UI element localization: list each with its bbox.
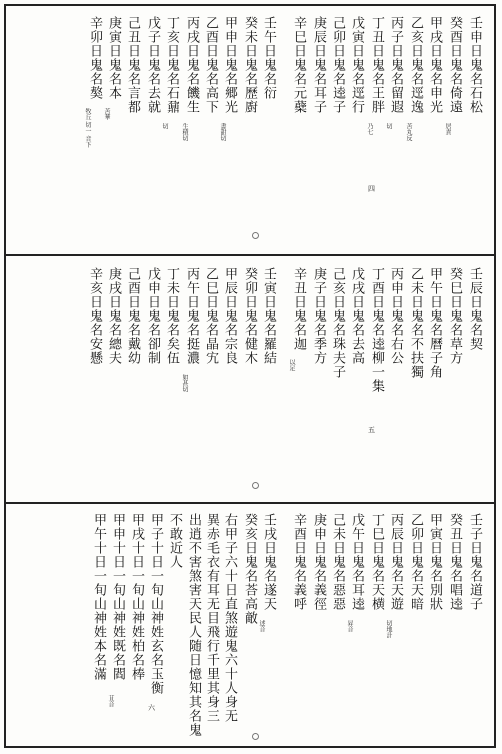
annotation-note: 切 [161, 123, 168, 129]
annotation-note: 切 [385, 123, 392, 129]
text-column: 壬午日鬼名衍 [261, 16, 276, 100]
annotation-note: 居責 [444, 123, 451, 135]
text-column: 丙辰日鬼名天遊 [388, 513, 403, 611]
text-column: 庚子日鬼名季方 [311, 267, 326, 365]
text-panel-3 [6, 505, 494, 748]
panel-divider-2 [4, 502, 496, 504]
page-number: 四 [368, 185, 375, 193]
text-column: 壬辰日鬼名契 [467, 267, 482, 351]
text-column: 己亥日鬼名珠夫子 [330, 267, 345, 379]
annotation-note: 乃七 [366, 123, 373, 135]
annotation-note: 苦華 [103, 108, 110, 120]
text-column: 戊子日鬼名去就 [145, 16, 160, 114]
text-column: 辛酉日鬼名義呼 [291, 513, 306, 611]
text-column: 甲辰日鬼名宗良 [222, 267, 237, 365]
text-column: 丙戌日鬼名饑生 [184, 16, 199, 114]
text-column: 乙亥日鬼名逕逸 [408, 16, 423, 114]
annotation-note: 書甜切 [219, 123, 226, 141]
text-column: 庚寅日鬼名本 [106, 16, 121, 100]
text-column: 癸未日鬼名歷廚 [242, 16, 257, 114]
text-column: 癸卯日鬼名健木 [242, 267, 257, 365]
text-column: 丁亥日鬼名石鼐 [164, 16, 179, 114]
text-column: 癸酉日鬼名倚遠 [447, 16, 462, 114]
text-column: 甲子十日一旬山神姓玄名玉衡 [148, 513, 163, 695]
text-column: 癸丑日鬼名唱逵 [447, 513, 462, 611]
annotation-note: 述音 [258, 620, 265, 632]
text-column: 癸巳日鬼名草方 [447, 267, 462, 365]
text-column: 己卯日鬼名逵子 [330, 16, 345, 114]
text-column: 辛巳日鬼名元蘗 [291, 16, 306, 114]
text-column: 壬子日鬼名道子 [467, 513, 482, 611]
panel-divider-1 [4, 254, 496, 256]
page-number: 五 [368, 426, 375, 434]
annotation-note: 苴音 [107, 695, 114, 707]
text-column: 不敢近人 [167, 513, 182, 569]
annotation-note: 切地計 [385, 620, 392, 638]
annotation-note: 生積切 [181, 123, 188, 141]
text-column: 乙卯日鬼名天暗 [408, 513, 423, 611]
text-panel-1 [6, 6, 494, 254]
text-column: 辛卯日鬼名獒 [87, 16, 102, 100]
text-column: 癸亥日鬼名荅高敵 [242, 513, 257, 625]
text-column: 丁未日鬼名矣伍 [164, 267, 179, 365]
text-column: 甲寅日鬼名別狀 [427, 513, 442, 611]
annotation-note: 以足 [288, 359, 295, 371]
text-column: 己丑日鬼名言都 [125, 16, 140, 114]
text-column: 甲戌日鬼名申光 [427, 16, 442, 114]
text-column: 辛丑日鬼名迦 [291, 267, 306, 351]
text-panel-2 [6, 257, 494, 502]
text-column: 丁酉日鬼名逵柳一集 [369, 267, 384, 393]
text-column: 丙午日鬼名挺濃 [184, 267, 199, 365]
annotation-note: 牧丘 切一 音下 [84, 108, 91, 148]
annotation-note: 苦丸反 [405, 123, 412, 141]
text-column: 戊戌日鬼名去高 [349, 267, 364, 365]
annotation-note: 昇音 [346, 620, 353, 632]
text-column: 甲午日鬼名曆子角 [427, 267, 442, 379]
text-column: 戊午日鬼名耳逵 [349, 513, 364, 611]
text-column: 己未日鬼名惡惡 [330, 513, 345, 611]
text-column: 庚申日鬼名義徑 [311, 513, 326, 611]
text-column: 己酉日鬼名戴幼 [125, 267, 140, 365]
annotation-note: 如甚切 [181, 374, 188, 392]
text-column: 右甲子六十日直煞遊鬼六十人身无 [222, 513, 237, 723]
text-column: 壬寅日鬼名羅結 [261, 267, 276, 365]
text-column: 出逍不害煞害天民人随日憶知其名鬼 [186, 513, 201, 737]
text-column: 丁巳日鬼名天横 [369, 513, 384, 611]
text-column: 庚辰日鬼名耳子 [311, 16, 326, 114]
text-column: 丙申日鬼名右公 [388, 267, 403, 365]
text-column: 甲戌十日一旬山神姓柏名棒 [129, 513, 144, 681]
text-column: 戊寅日鬼名逕行 [349, 16, 364, 114]
text-column: 乙未日鬼名不扶獨 [408, 267, 423, 379]
text-column: 辛亥日鬼名安懸 [87, 267, 102, 365]
text-column: 壬戌日鬼名遂天 [261, 513, 276, 611]
text-column: 丁丑日鬼名王胖 [369, 16, 384, 114]
text-column: 異赤毛衣有耳无目飛行千里其身三 [204, 513, 219, 723]
text-column: 庚戌日鬼名總夫 [106, 267, 121, 365]
text-column: 甲午十日一旬山神姓本名滿 [91, 513, 106, 681]
text-column: 甲申日鬼名郷光 [222, 16, 237, 114]
text-column: 戊申日鬼名卻制 [145, 267, 160, 365]
text-column: 丙子日鬼名留遐 [388, 16, 403, 114]
text-column: 乙酉日鬼名高下 [203, 16, 218, 114]
text-column: 甲申十日一旬山神姓既名閻 [110, 513, 125, 681]
text-column: 壬申日鬼名石松 [467, 16, 482, 114]
page-number: 六 [148, 704, 155, 712]
text-column: 乙巳日鬼名晶宄 [203, 267, 218, 365]
